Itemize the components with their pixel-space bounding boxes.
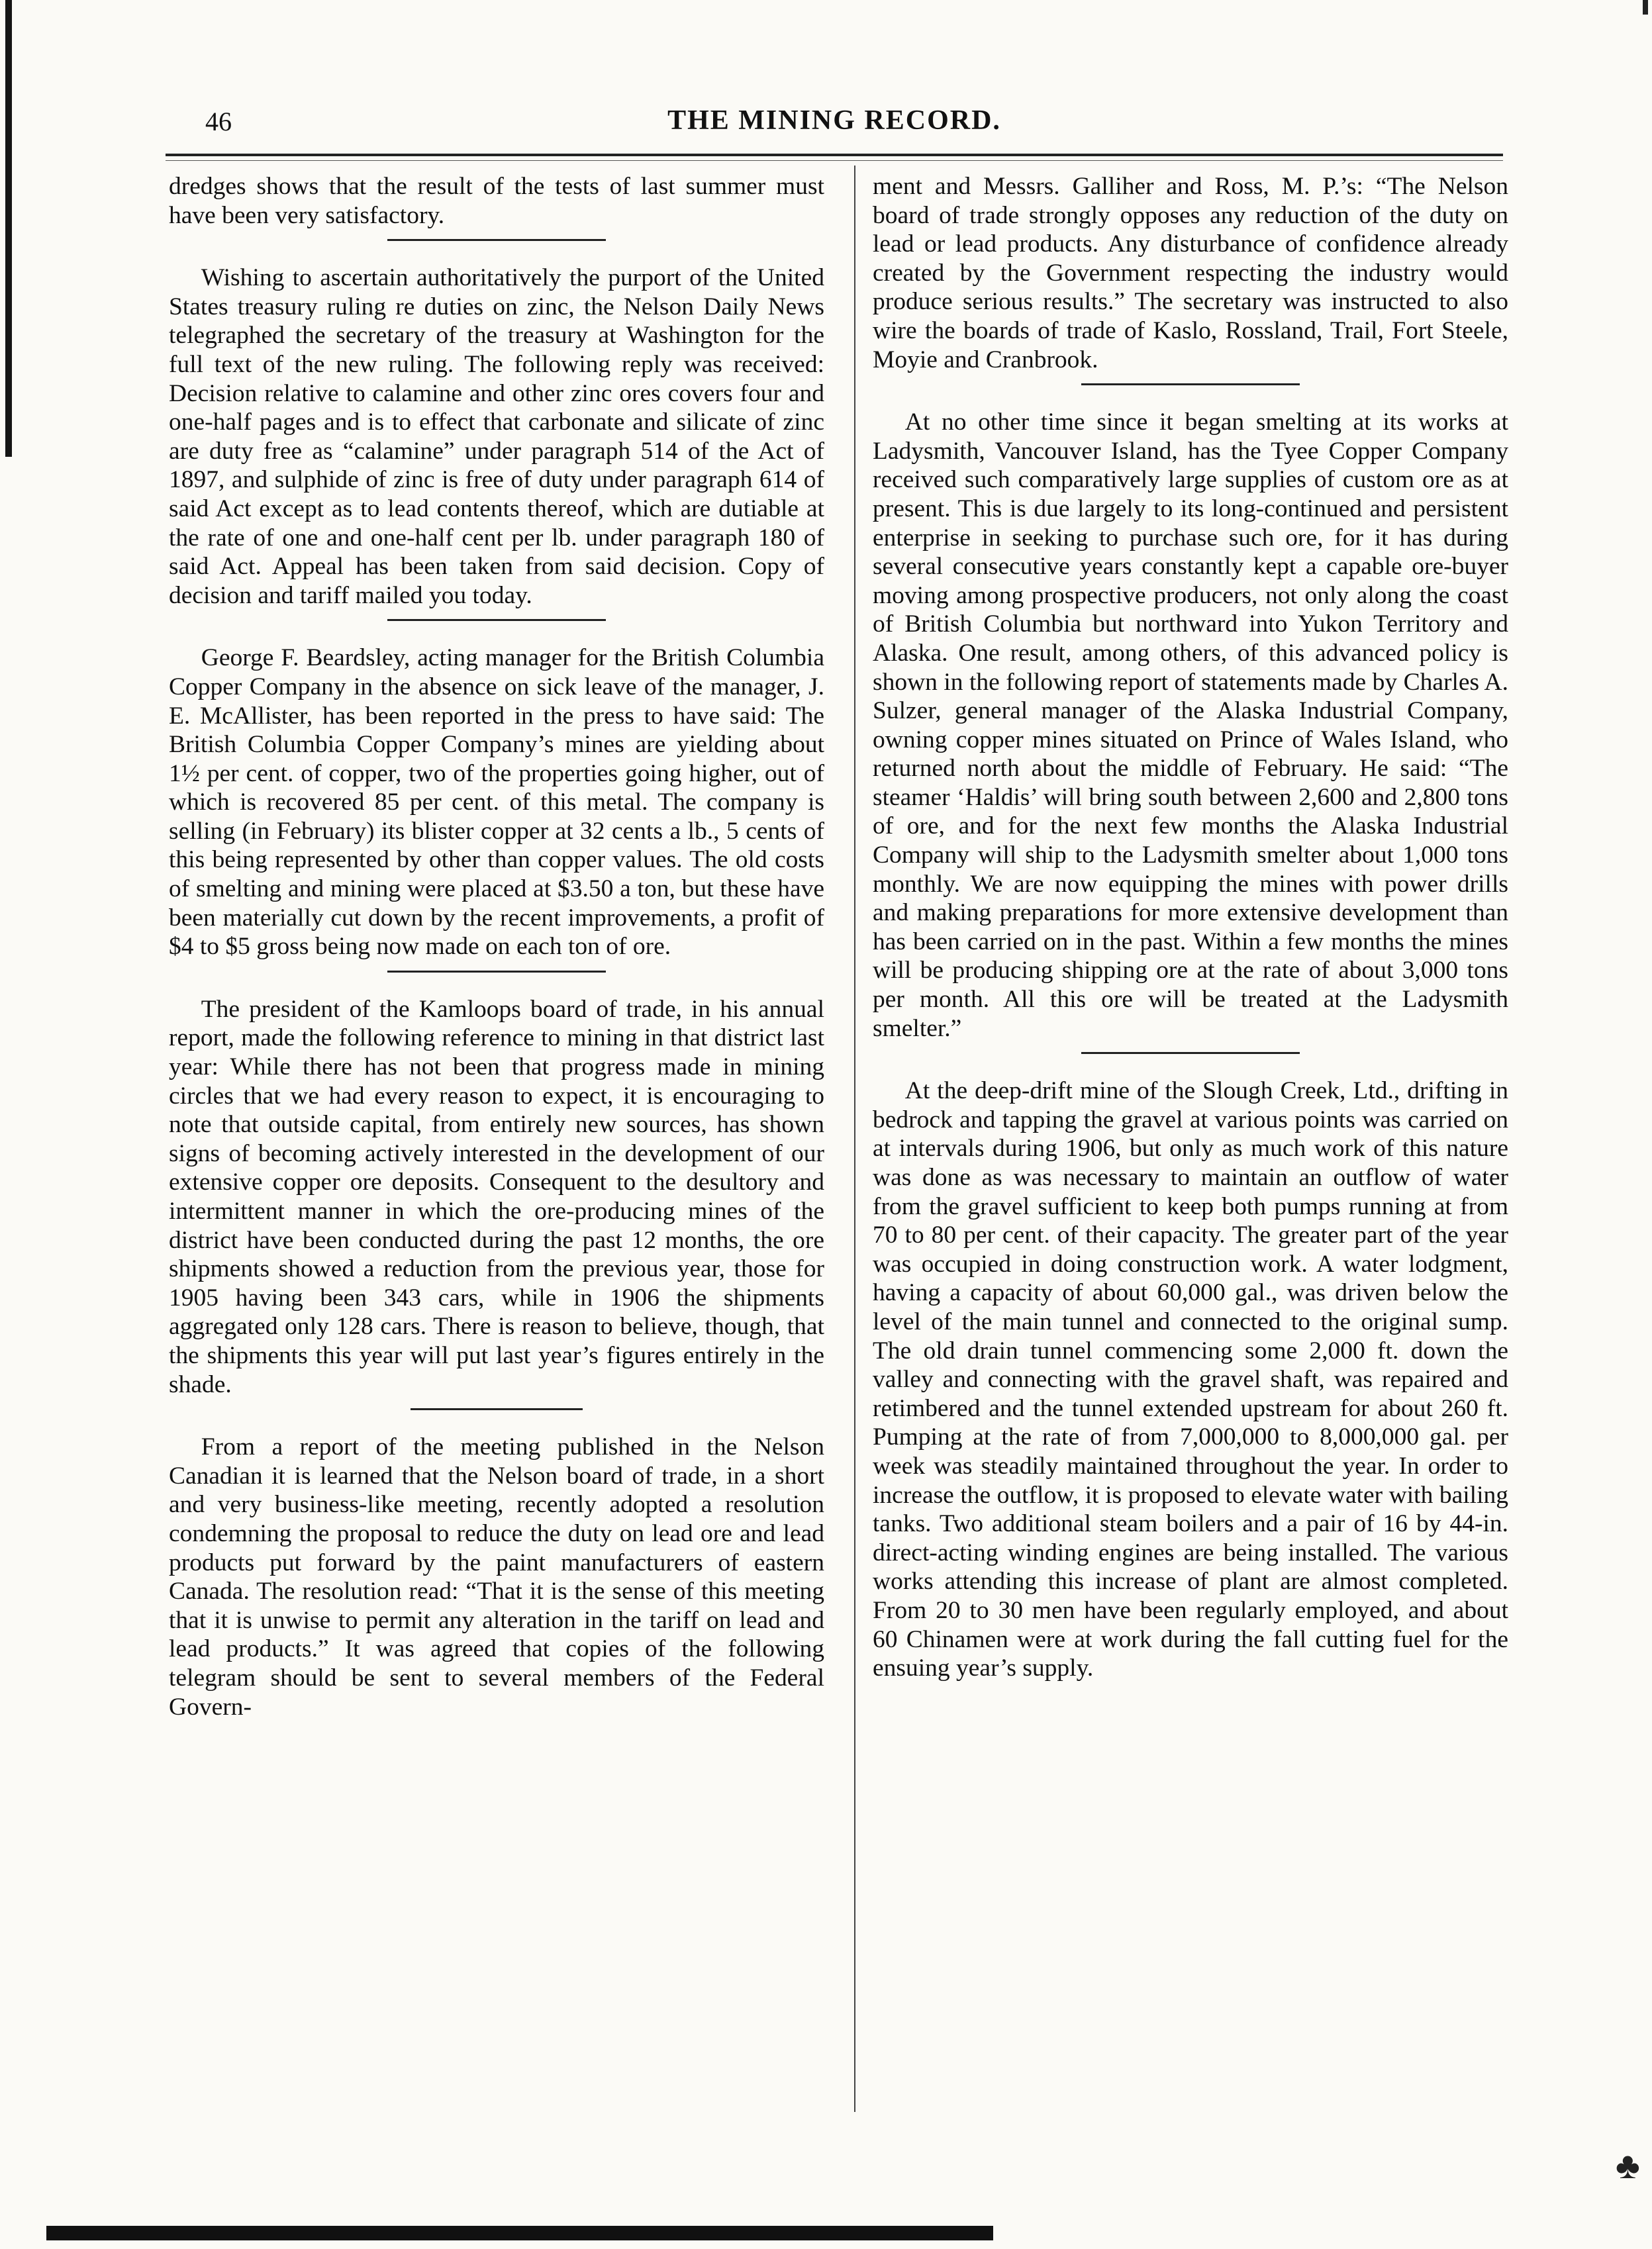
page-header	[166, 99, 1503, 146]
article-paragraph: At no other time since it began smelting at its works at Ladysmith, Vancouver Island, has the Tyee Copper Company received such comparatively large supplies of custom ore as at present. This is due largely to its long-continued and persistent enterprise in seeking to purchase such ore, for it has during several consecutive years constantly kept a capable ore-buyer moving among prospective producers, not only along the coast of British Columbia but northward into Yukon Territory and Alaska. One result, among others, of this advanced policy is shown in the following report of statements made by Charles A. Sulzer, general manager of the Alaska Industrial Company, owning copper mines situated on Prince of Wales Island, who returned north about the middle of February. He said: “The steamer ‘Haldis’ will bring south between 2,600 and 2,800 tons of ore, and for the next few months the Alaska Industrial Company will ship to the Ladysmith smelter about 1,000 tons monthly. We are now equipping the mines with power drills and making preparations for more extensive development than has been carried on in the past. Within a few months the mines will be producing shipping ore at the rate of about 3,000 tons per month. All this ore will be treated at the Ladysmith smelter.”	[873, 408, 1508, 1042]
column-divider	[854, 166, 855, 2112]
article-paragraph: dredges shows that the result of the tests of last summer must have been very satisfactory.	[169, 173, 824, 229]
section-separator	[411, 1408, 583, 1410]
right-column	[873, 172, 1508, 1683]
page-number: 46	[205, 107, 232, 136]
article-paragraph: George F. Beardsley, acting manager for the British Columbia Copper Company in the absence on sick leave of the manager, J. E. McAllister, has been reported in the press to have said: The British Columbia Copper Company’s mines are yielding about 1½ per cent. of copper, two of the properties going higher, out of which is recovered 85 per cent. of this metal. The company is selling (in February) its blister copper at 32 cents a lb., 5 cents of this being represented by other than copper values. The old costs of smelting and mining were placed at $3.50 a ton, but these have been materially cut down by the recent improvements, a profit of $4 to $5 gross being now made on each ton of ore.	[169, 644, 824, 961]
section-separator	[1081, 1052, 1300, 1054]
article-paragraph: The president of the Kamloops board of trade, in his annual report, made the following reference to mining in that district last year: While there has not been that progress made in mining circles that we had every reason to expect, it is encouraging to note that outside capital, from entirely new sources, has shown signs of becoming actively interested in the development of our extensive copper ore deposits. Consequent to the desultory and intermittent manner in which the ore-producing mines of the district have been conducted during the past 12 months, the ore shipments showed a reduction from the previous year, those for 1905 having been 343 cars, while in 1906 the shipments aggregated only 128 cars. There is reason to believe, though, that the shipments this year will put last year’s figures entirely in the shade.	[169, 995, 824, 1398]
page-title: THE MINING RECORD.	[667, 105, 1001, 136]
bottom-edge-bar	[46, 2226, 993, 2240]
section-separator	[1081, 383, 1300, 385]
article-paragraph: At the deep-drift mine of the Slough Creek, Ltd., drifting in bedrock and tapping the gravel at various points was carried on at intervals during 1906, but only as much work of this nature was done as was necessary to maintain an outflow of water from the gravel sufficient to keep both pumps running at from 70 to 80 per cent. of their capacity. The greater part of the year was occupied in doing construction work. A water lodgment, having a capacity of about 60,000 gal., was driven below the level of the main tunnel and connected to the original sump. The old drain tunnel commencing some 2,000 ft. down the valley and connecting with the gravel shaft, was repaired and retimbered and the tunnel extended upstream for about 260 ft. Pumping at the rate of from 7,000,000 to 8,000,000 gal. per week was steadily maintained throughout the year. In order to increase the outflow, it is proposed to elevate water with bailing tanks. Two additional steam boilers and a pair of 16 by 44-in. direct-acting winding engines are being installed. The various works attending this increase of plant are almost completed. From 20 to 30 men have been regularly employed, and about 60 Chinamen were at work during the fall cutting fuel for the ensuing year’s supply.	[873, 1077, 1508, 1682]
article-paragraph: Wishing to ascertain authoritatively the purport of the United States treasury ruling re duties on zinc, the Nelson Daily News telegraphed the secretary of the treasury at Washington for the full text of the new ruling. The following reply was received: Decision relative to calamine and other zinc ores covers four and one-half pages and is to effect that carbonate and silicate of zinc are duty free as “calamine” under paragraph 514 of the Act of 1897, and sulphide of zinc is free of duty under paragraph 614 of said Act except as to lead contents thereof, which are dutiable at the rate of one and one-half cent per lb. under paragraph 180 of said Act. Appeal has been taken from said decision. Copy of decision and tariff mailed you today.	[169, 264, 824, 609]
corner-tick-mark	[1643, 0, 1648, 15]
print-mark-icon: ♣	[1616, 2146, 1640, 2187]
section-separator	[387, 971, 606, 973]
section-separator	[387, 619, 606, 621]
left-column	[169, 172, 824, 1721]
article-paragraph: From a report of the meeting published in the Nelson Canadian it is learned that the Nelson board of trade, in a short and very business-like meeting, recently adopted a resolution condemning the proposal to reduce the duty on lead ore and lead products put forward by the paint manufacturers of eastern Canada. The resolution read: “That it is the sense of this meeting that it is unwise to permit any alteration in the tariff on lead and lead products.” It was agreed that copies of the following telegram should be sent to several members of the Federal Govern-	[169, 1433, 824, 1721]
header-rule-thin	[166, 160, 1503, 161]
article-paragraph: ment and Messrs. Galliher and Ross, M. P.’s: “The Nelson board of trade strongly opposes any reduction of the duty on lead or lead products. Any disturbance of confidence already created by the Government respecting the industry would produce serious results.” The secretary was instructed to also wire the boards of trade of Kaslo, Rossland, Trail, Fort Steele, Moyie and Cranbrook.	[873, 173, 1508, 373]
header-rule	[166, 154, 1503, 156]
binding-edge-rule	[5, 0, 12, 457]
section-separator	[387, 239, 606, 241]
